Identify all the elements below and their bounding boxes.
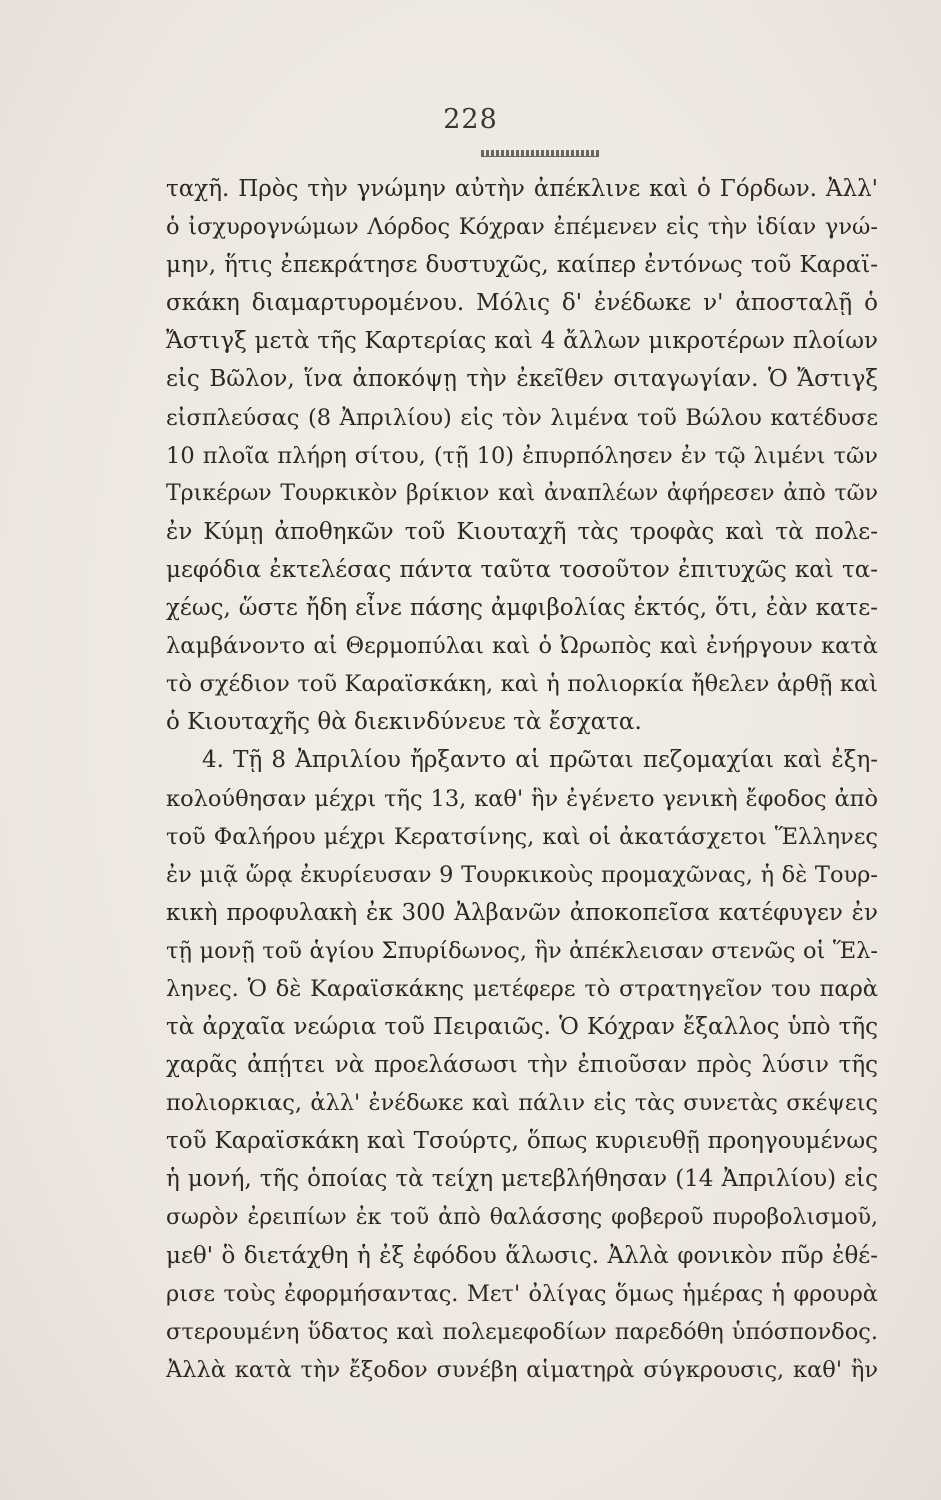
text-line: σκάκη διαμαρτυρομένου. Μόλις δ' ἐνέδωκε ν' ἀποσταλῇ ὁ [166, 290, 878, 317]
text-line: ταχῆ. Πρὸς τὴν γνώμην αὐτὴν ἀπέκλινε καὶ ὁ Γόρδων. Ἀλλ' [166, 176, 878, 202]
text-line: Ἀλλὰ κατὰ τὴν ἔξοδον συνέβη αἱματηρὰ σύγκρουσις, καθ' ἣν [166, 1356, 878, 1383]
text-line: μεφόδια ἐκτελέσας πάντα ταῦτα τοσοῦτον ἐπιτυχῶς καὶ τα- [166, 556, 878, 583]
text-line: τὰ ἀρχαῖα νεώρια τοῦ Πειραιῶς. Ὁ Κόχραν ἔξαλλος ὑπὸ τῆς [166, 1014, 878, 1041]
text-line: τῇ μονῇ τοῦ ἁγίου Σπυρίδωνος, ἣν ἀπέκλεισαν στενῶς οἱ Ἕλ- [166, 937, 878, 964]
text-line: τοῦ Φαλήρου μέχρι Κερατσίνης, καὶ οἱ ἀκατάσχετοι Ἕλληνες [166, 823, 878, 850]
text-line: τοῦ Καραϊσκάκη καὶ Τσούρτς, ὅπως κυριευθῇ προηγουμένως [166, 1128, 878, 1155]
text-line: ληνες. Ὁ δὲ Καραϊσκάκης μετέφερε τὸ στρατηγεῖον του παρὰ [166, 975, 878, 1002]
text-line: Τρικέρων Τουρκικὸν βρίκιον καὶ ἀναπλέων ἀφήρεσεν ἀπὸ τῶν [166, 480, 878, 506]
text-line: κολούθησαν μέχρι τῆς 13, καθ' ἣν ἐγένετο γενικὴ ἔφοδος ἀπὸ [166, 785, 878, 812]
text-line: ἐν Κύμῃ ἀποθηκῶν τοῦ Κιουταχῆ τὰς τροφὰς καὶ τὰ πολε- [166, 518, 878, 545]
text-line: ἡ μονή, τῆς ὁποίας τὰ τείχη μετεβλήθησαν (14 Ἀπριλίου) εἰς [166, 1166, 878, 1193]
text-line: 10 πλοῖα πλήρη σίτου, (τῇ 10) ἐπυρπόλησεν ἐν τῷ λιμένι τῶν [166, 442, 878, 469]
text-line: ἐν μιᾷ ὥρᾳ ἐκυρίευσαν 9 Τουρκικοὺς προμαχῶνας, ἡ δὲ Τουρ- [166, 861, 878, 888]
section-start-line: 4. Τῇ 8 Ἀπριλίου ἤρξαντο αἱ πρῶται πεζομαχίαι καὶ ἐξη- [202, 747, 878, 774]
text-line: λαμβάνοντο αἱ Θερμοπύλαι καὶ ὁ Ὠρωπὸς καὶ ἐνήργουν κατὰ [166, 633, 878, 660]
text-line: τὸ σχέδιον τοῦ Καραϊσκάκη, καὶ ἡ πολιορκία ἤθελεν ἀρθῇ καὶ [166, 671, 878, 698]
text-line: χέως, ὥστε ἤδη εἶνε πάσης ἀμφιβολίας ἐκτός, ὅτι, ἐὰν κατε- [166, 595, 878, 622]
text-line: ὁ ἰσχυρογνώμων Λόρδος Κόχραν ἐπέμενεν εἰς τὴν ἰδίαν γνώ- [166, 214, 878, 241]
page-number: 228 [443, 104, 498, 135]
paragraph-end-line: ὁ Κιουταχῆς θὰ διεκινδύνευε τὰ ἔσχατα. [166, 709, 642, 736]
text-line: χαρᾶς ἀπῄτει νὰ προελάσωσι τὴν ἐπιοῦσαν πρὸς λύσιν τῆς [166, 1052, 878, 1079]
text-line: Ἄστιγξ μετὰ τῆς Καρτερίας καὶ 4 ἄλλων μικροτέρων πλοίων [166, 328, 878, 355]
text-line: κικὴ προφυλακὴ ἐκ 300 Ἀλβανῶν ἀποκοπεῖσα κατέφυγεν ἐν [166, 899, 878, 926]
text-line: στερουμένη ὕδατος καὶ πολεμεφοδίων παρεδόθη ὑπόσπονδος. [166, 1318, 878, 1345]
text-line: πολιορκιας, ἀλλ' ἐνέδωκε καὶ πάλιν εἰς τὰς συνετὰς σκέψεις [166, 1090, 878, 1117]
text-line: μεθ' ὃ διετάχθη ἡ ἐξ ἐφόδου ἅλωσις. Ἀλλὰ φονικὸν πῦρ ἐθέ- [166, 1242, 878, 1269]
page-number-ornament [481, 150, 599, 157]
text-line: σωρὸν ἐρειπίων ἐκ τοῦ ἀπὸ θαλάσσης φοβεροῦ πυροβολισμοῦ, [166, 1204, 878, 1230]
text-line: μην, ἥτις ἐπεκράτησε δυστυχῶς, καίπερ ἐντόνως τοῦ Καραϊ- [166, 252, 878, 279]
text-body [166, 170, 878, 1389]
text-line: ρισε τοὺς ἐφορμήσαντας. Μετ' ὀλίγας ὅμως ἡμέρας ἡ φρουρὰ [166, 1280, 878, 1307]
text-line: εἰς Βῶλον, ἵνα ἀποκόψῃ τὴν ἐκεῖθεν σιταγωγίαν. Ὁ Ἄστιγξ [166, 366, 878, 393]
text-line: εἰσπλεύσας (8 Ἀπριλίου) εἰς τὸν λιμένα τοῦ Βώλου κατέδυσε [166, 404, 878, 431]
